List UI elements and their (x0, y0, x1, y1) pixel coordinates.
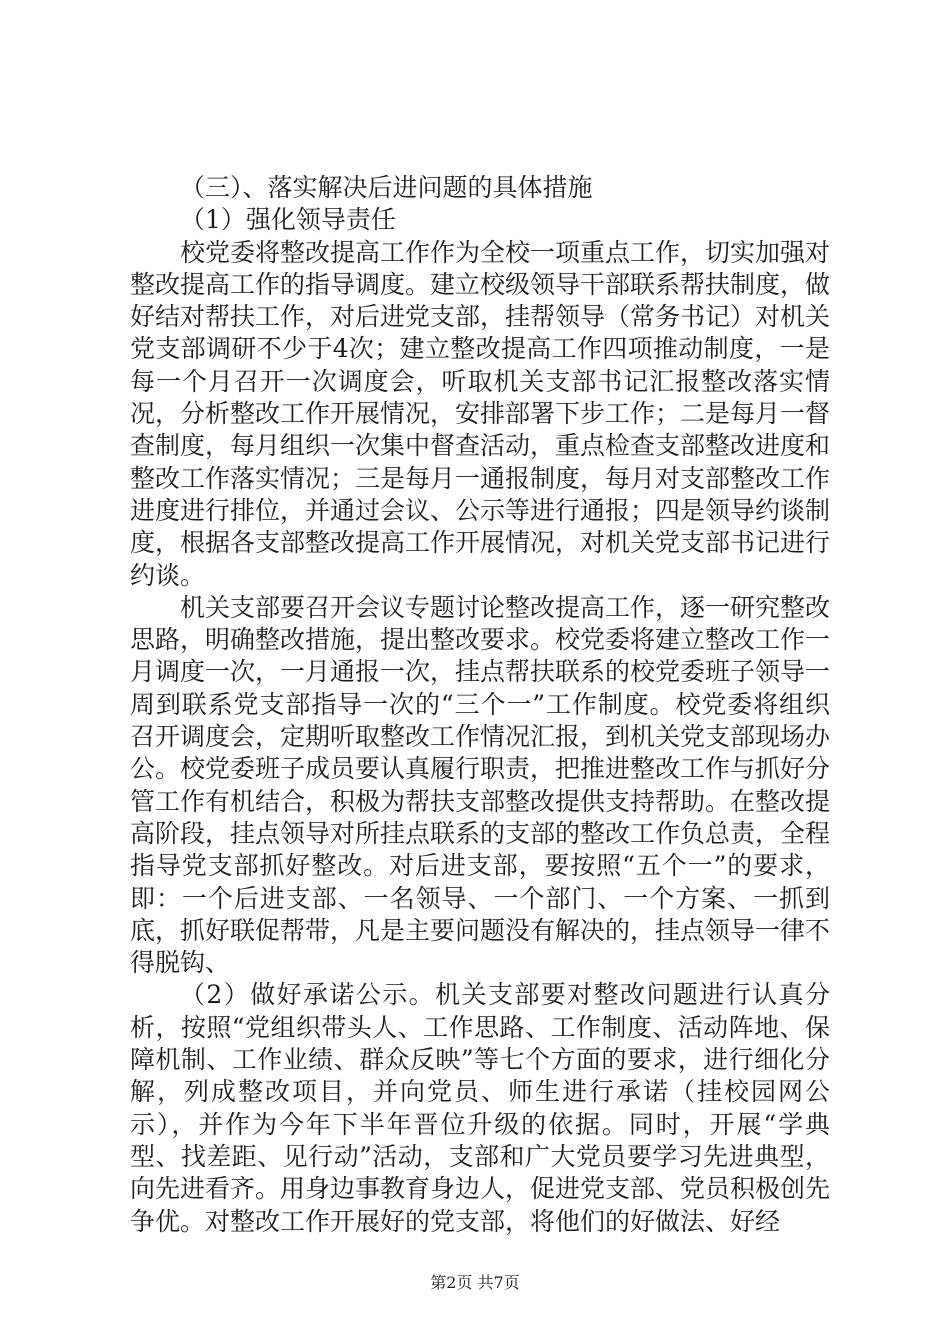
subsection-heading: （1）强化领导责任 (180, 205, 396, 235)
body-paragraph: （2）做好承诺公示。机关支部要对整改问题进行认真分析，按照“党组织带头人、工作思路、工作制度、活动阵地、保障机制、工作业绩、群众反映”等七个方面的要求，进行细化分解，列成整改项目，并向党员、师生进行承诺（挂校园网公示），并作为今年下半年晋位升级的依据。同时，开展“学典型、找差距、见行动”活动，支部和广大党员要学习先进典型，向先进看齐。用身边事教育身边人，促进党支部、党员积极创先争优。对整改工作开展好的党支部，将他们的好做法、好经 (130, 980, 831, 1236)
document-body (130, 172, 830, 1238)
section-heading: （三）、落实解决后进问题的具体措施 (180, 173, 593, 202)
page-number-footer: 第2页 共7页 (430, 1273, 520, 1292)
body-paragraph: 机关支部要召开会议专题讨论整改提高工作，逐一研究整改思路，明确整改措施，提出整改要求。校党委将建立整改工作一月调度一次，一月通报一次，挂点帮扶联系的校党委班子领导一周到联系党支部指导一次的“三个一”工作制度。校党委将组织召开调度会，定期听取整改工作情况汇报，到机关党支部现场办公。校党委班子成员要认真履行职责，把推进整改工作与抓好分管工作有机结合，积极为帮扶支部整改提供支持帮助。在整改提高阶段，挂点领导对所挂点联系的支部的整改工作负总责，全程指导党支部抓好整改。对后进支部，要按照“五个一”的要求，即：一个后进支部、一名领导、一个部门、一个方案、一抓到底，抓好联促帮带，凡是主要问题没有解决的，挂点领导一律不得脱钩、 (130, 592, 831, 978)
body-paragraph: 校党委将整改提高工作作为全校一项重点工作，切实加强对整改提高工作的指导调度。建立校级领导干部联系帮扶制度，做好结对帮扶工作，对后进党支部，挂帮领导（常务书记）对机关党支部调研不少于4次；建立整改提高工作四项推动制度，一是每一个月召开一次调度会，听取机关支部书记汇报整改落实情况，分析整改工作开展情况，安排部署下步工作；二是每月一督查制度，每月组织一次集中督查活动，重点检查支部整改进度和整改工作落实情况；三是每月一通报制度，每月对支部整改工作进度进行排位，并通过会议、公示等进行通报；四是领导约谈制度，根据各支部整改提高工作开展情况，对机关党支部书记进行约谈。 (130, 237, 831, 590)
